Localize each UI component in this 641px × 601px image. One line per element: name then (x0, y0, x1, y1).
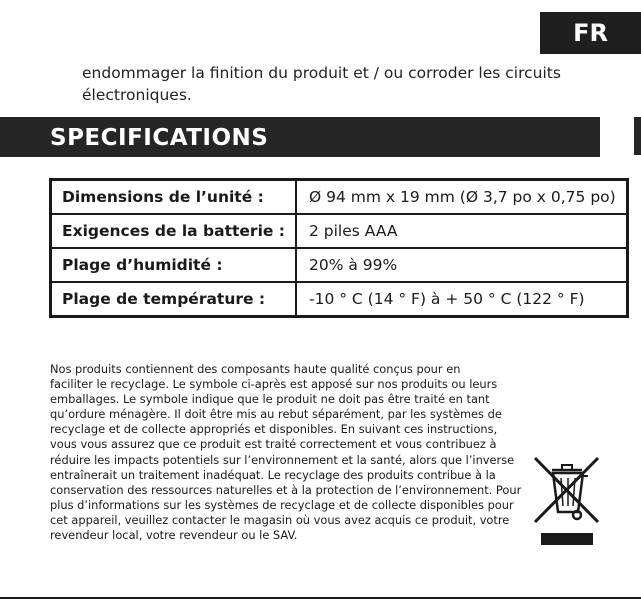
table-row (51, 282, 628, 317)
recycling-line: vous vous assurez que ce produit est traité correctement et vous contribuez à (50, 437, 497, 452)
recycling-notice (50, 362, 530, 543)
recycling-line: entraînerait un traitement inadéquat. Le recyclage des produits contribue à la (50, 467, 496, 482)
recycling-line: cet appareil, veuillez contacter le magasin où vous avez acquis ce produit, votre (50, 512, 510, 527)
spec-label: Exigences de la batterie : (51, 214, 297, 248)
language-tab: FR (540, 12, 641, 54)
spec-value: -10 ° C (14 ° F) à + 50 ° C (122 ° F) (309, 290, 585, 308)
table-row (51, 180, 628, 215)
recycling-line: réduire les impacts potentiels sur l’environnement et la santé, alors que l’inverse (50, 452, 515, 467)
recycling-line: conservation des ressources naturelles et à la protection de l’environnement. Pour (50, 482, 522, 497)
spec-value: 20% à 99% (296, 248, 627, 282)
recycling-line: faciliter le recyclage. Le symbole ci-après est apposé sur nos produits ou leurs (50, 377, 498, 392)
spec-label: Plage d’humidité : (51, 248, 297, 282)
table-row (51, 248, 628, 282)
recycling-line: recyclage et de collecte appropriés et disponibles. En suivant ces instructions, (50, 422, 498, 437)
recycling-line: revendeur local, votre revendeur ou le SAV. (50, 528, 298, 543)
spec-label: Dimensions de l’unité : (51, 180, 297, 215)
intro-paragraph (82, 62, 582, 106)
bottom-rule (0, 597, 641, 599)
spec-value: 2 piles AAA (296, 214, 627, 248)
crossed-out-wheelie-bin-icon (532, 452, 602, 547)
edge-marker (634, 117, 641, 155)
recycling-line: Nos produits contiennent des composants haute qualité conçus pour en (50, 362, 461, 376)
recycling-line: qu’ordure ménagère. Il doit être mis au rebut séparément, par les systèmes de (50, 407, 502, 422)
specifications-table (49, 178, 629, 318)
spec-value: Ø 94 mm x 19 mm (Ø 3,7 po x 0,75 po) (296, 180, 627, 215)
intro-line: électroniques. (82, 86, 192, 104)
recycling-line: plus d’informations sur les systèmes de recyclage et de collecte disponibles pour (50, 497, 514, 512)
recycling-line: emballages. Le symbole indique que le produit ne doit pas être traité en tant (50, 392, 490, 407)
spec-label: Plage de température : (51, 282, 297, 317)
intro-line: endommager la finition du produit et / ou corroder les circuits (82, 64, 561, 82)
section-title: SPECIFICATIONS (50, 125, 269, 151)
table-row (51, 214, 628, 248)
section-header-bar (0, 117, 600, 157)
